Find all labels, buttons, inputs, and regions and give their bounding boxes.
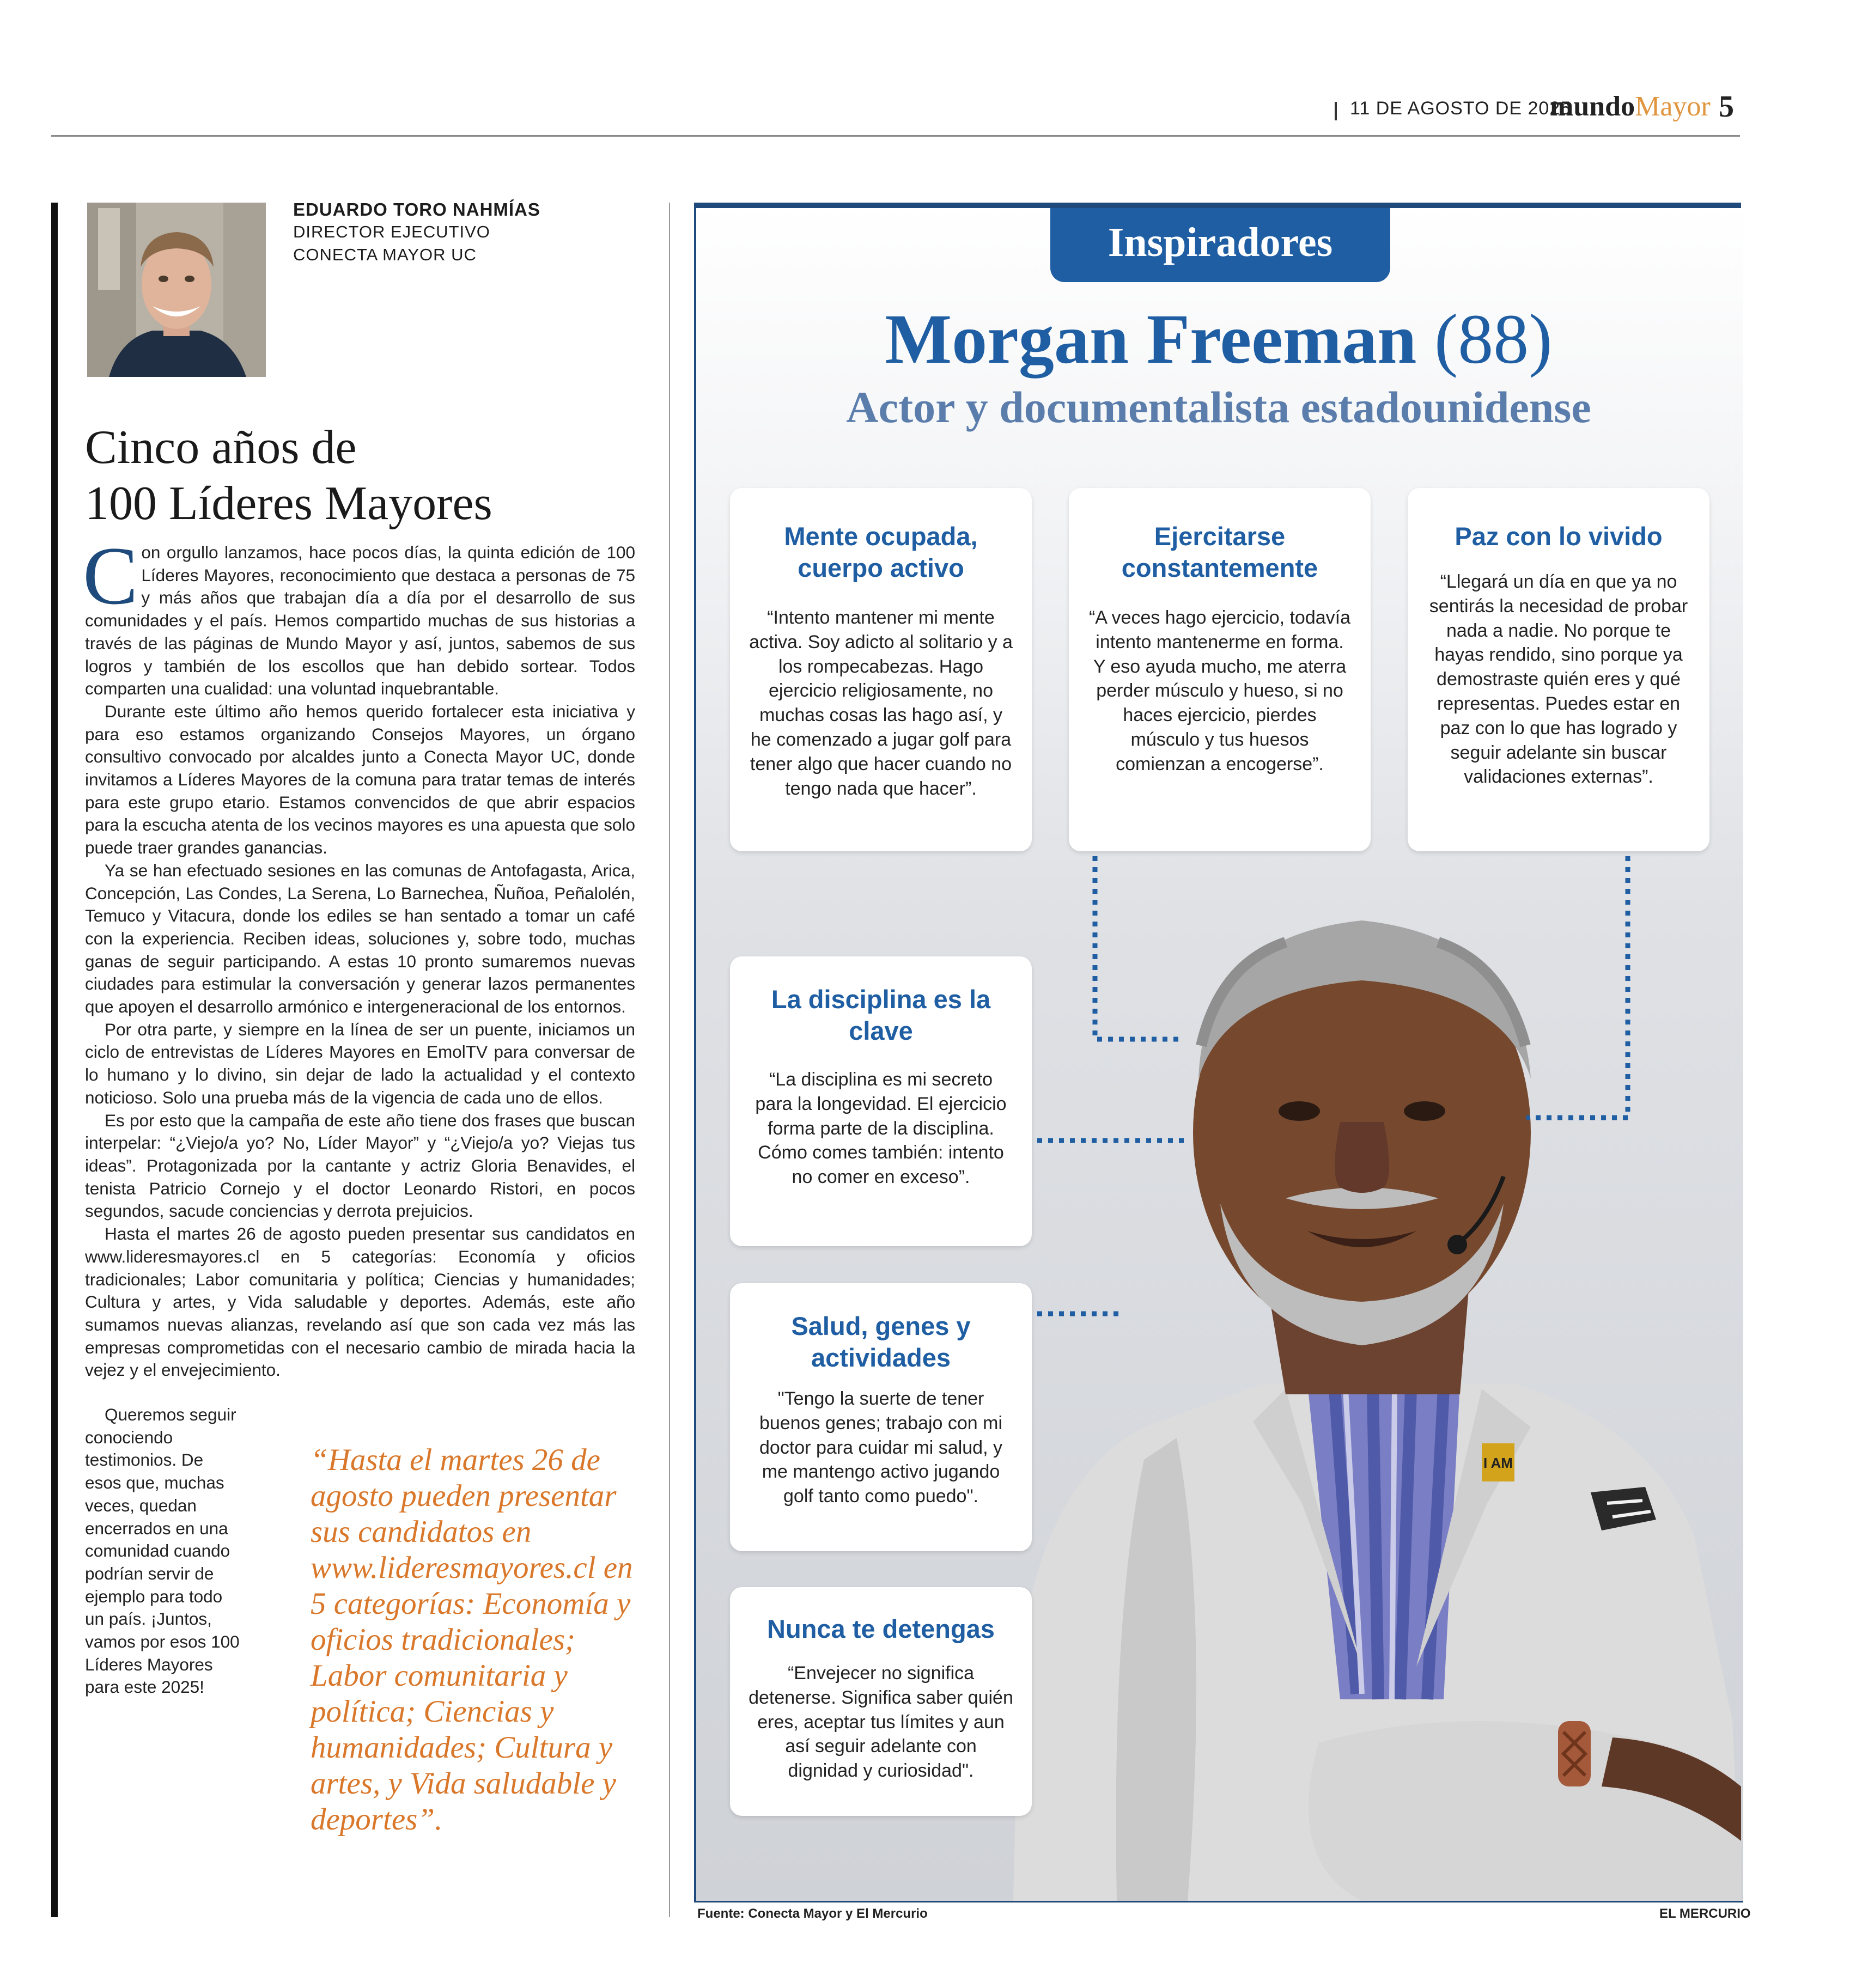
pull-quote: “Hasta el martes 26 de agosto pueden presentar sus candidatos en www.lideresmayores.cl en 5 categorías: Economía y oficios tradicionales; Labor comunitaria y política; Ciencias y humanidades; Cultura y artes, y Vida saludable y deportes”.	[311, 1443, 633, 1837]
header-separator	[1335, 102, 1337, 120]
publication-logo	[1550, 90, 1711, 123]
section-tag: Inspiradores	[1050, 208, 1390, 282]
article-body	[83, 530, 635, 1382]
tip-card-title: Salud, genes y actividades	[791, 1312, 971, 1372]
tip-card-title: Mente ocupada, cuerpo activo	[784, 522, 978, 582]
headline-name: Morgan Freeman	[885, 300, 1417, 379]
headline-age: (88)	[1434, 300, 1553, 379]
tip-card-quote: “Llegará un día en que ya no sentirás la necesidad de probar nada a nadie. No porque te hayas rendido, sino porque ya demostraste quién eres y qué representas. Puedes estar en paz con lo que has logrado y seguir adelante sin buscar validaciones externas”.	[1429, 571, 1688, 788]
tip-card-title: Nunca te detengas	[767, 1614, 995, 1643]
author-organization: CONECTA MAYOR UC	[293, 245, 477, 264]
article-closing	[85, 1404, 243, 1699]
credit-note: EL MERCURIO	[1659, 1906, 1751, 1921]
tip-card-quote: “Intento mantener mi mente activa. Soy adicto al solitario y a los rompecabezas. Hago ejercicio religiosamente, no muchas cosas las hago así, y he comenzado a jugar golf para tener algo que hacer cuando no tengo nada que hacer”.	[749, 607, 1013, 799]
tip-card-quote: “Envejecer no significa detenerse. Significa saber quién eres, aceptar tus límites y aun así seguir adelante con dignidad y curiosidad".	[749, 1663, 1013, 1782]
tip-card-nunca-detengas	[730, 1587, 1032, 1816]
article-paragraph: Queremos seguir conociendo testimonios. De esos que, muchas veces, quedan encerrados en una comunidad cuando podrían servir de ejemplo para todo un país. ¡Juntos, vamos por esos 100 Líderes Mayores para este 2025!	[85, 1405, 240, 1697]
author-photo	[87, 203, 266, 377]
column-divider	[669, 203, 670, 1917]
article-paragraph: Ya se han efectuado sesiones en las comunas de Antofagasta, Arica, Concepción, Las Condes, La Serena, Lo Barnechea, Ñuñoa, Peñalolén, Temuco y Vitacura, donde los ediles se han sentado a tomar un café con la experiencia. Reciben ideas, soluciones y, sobre todo, muchas ganas de seguir participando. A estas 10 pronto sumaremos nuevas ciudades para estimular la conversación y generar lazos permanentes que apoyen el desarrollo armónico e intergeneracional de los entornos.	[85, 860, 635, 1017]
column-title-line-1: Cinco años de	[85, 421, 357, 474]
article-paragraph: Es por esto que la campaña de este año tiene dos frases que buscan interpelar: “¿Viejo/a yo? No, Líder Mayor” y “¿Viejo/a yo? Viejas tus ideas”. Protagonizada por la cantante y actriz Gloria Benavides, el tenista Patricio Cornejo y el doctor Leonardo Ristori, en pocos segundos, sacude conciencias y derrota prejuicios.	[85, 1110, 635, 1221]
column-title-line-2: 100 Líderes Mayores	[85, 477, 492, 530]
infographic-subhead: Actor y documentalista estadounidense	[846, 382, 1591, 432]
article-paragraph: Durante este último año hemos querido fortalecer esta iniciativa y para eso estamos organizando Consejos Mayores, un órgano consultivo convocado por alcaldes junto a Conecta Mayor UC, donde invitamos a Líderes Mayores de la comuna para tratar temas de interés para este grupo etario. Estamos convencidos de que abrir espacios para la escucha atenta de los vecinos mayores es una apuesta que solo puede traer grandes ganancias.	[85, 701, 635, 858]
tip-card-quote: "Tengo la suerte de tener buenos genes; trabajo con mi doctor para cuidar mi salud, y me mantengo activo jugando golf tanto como puedo".	[759, 1388, 1003, 1507]
tip-card-salud	[730, 1283, 1032, 1551]
tip-card-mente-ocupada	[730, 488, 1032, 851]
logo-part-mundo: mundo	[1550, 91, 1635, 122]
article-paragraph: Con orgullo lanzamos, hace pocos días, la quinta edición de 100 Líderes Mayores, reconocimiento que destaca a personas de 75 y más años que trabajan día a día por el desarrollo de sus comunidades y el país. Hemos compartido muchas de sus historias a través de las páginas de Mundo Mayor y así, juntos, sabemos de sus logros y también de los escollos que han debido sortear. Todos comparten una cualidad: una voluntad inquebrantable.	[83, 530, 635, 699]
column-accent-bar	[51, 203, 58, 1917]
tip-card-title: Paz con lo vivido	[1455, 522, 1663, 551]
tip-card-disciplina	[730, 956, 1032, 1246]
drop-cap: C	[83, 530, 138, 621]
page-number: 5	[1719, 90, 1734, 124]
tip-card-paz	[1408, 488, 1709, 851]
tip-card-quote: “La disciplina es mi secreto para la longevidad. El ejercicio forma parte de la disciplina. Cómo comes también: intento no comer en exceso”.	[755, 1069, 1007, 1188]
author-role: DIRECTOR EJECUTIVO	[293, 222, 490, 241]
tip-card-quote: “A veces hago ejercicio, todavía intento mantenerme en forma. Y eso ayuda mucho, me aterra perder músculo y hueso, si no haces ejercicio, pierdes músculo y tus huesos comienzan a encogerse”.	[1088, 607, 1351, 775]
column-title	[85, 419, 652, 532]
issue-date: 11 DE AGOSTO DE 2025	[1350, 98, 1572, 119]
tip-card-ejercitarse	[1069, 488, 1371, 851]
lapel-pin-text: I AM	[1483, 1455, 1513, 1471]
author-name: EDUARDO TORO NAHMÍAS	[293, 199, 540, 219]
article-paragraph: Por otra parte, y siempre en la línea de ser un puente, iniciamos un ciclo de entrevistas de Líderes Mayores en EmolTV para conversar de lo humano y lo divino, sin dejar de lado la actualidad y el contexto noticioso. Solo una prueba más de la vigencia de cada uno de ellos.	[85, 1019, 635, 1107]
source-note: Fuente: Conecta Mayor y El Mercurio	[697, 1906, 928, 1921]
header-rule	[51, 135, 1740, 137]
article-paragraph: Hasta el martes 26 de agosto pueden presentar sus candidatos en www.lideresmayores.cl en 5 categorías: Economía y oficios tradicionales; Labor comunitaria y política; Ciencias y humanidades; Cultura y artes, y Vida saludable y deportes. Además, este año sumamos nuevas alianzas, revelando así que son cada vez más las empresas comprometidas con el necesario cambio de mirada hacia la vejez y el envejecimiento.	[85, 1224, 635, 1380]
tip-card-title: La disciplina es la clave	[771, 985, 991, 1045]
tip-card-title: Ejercitarse constantemente	[1121, 522, 1318, 582]
logo-part-mayor: Mayor	[1635, 91, 1711, 122]
